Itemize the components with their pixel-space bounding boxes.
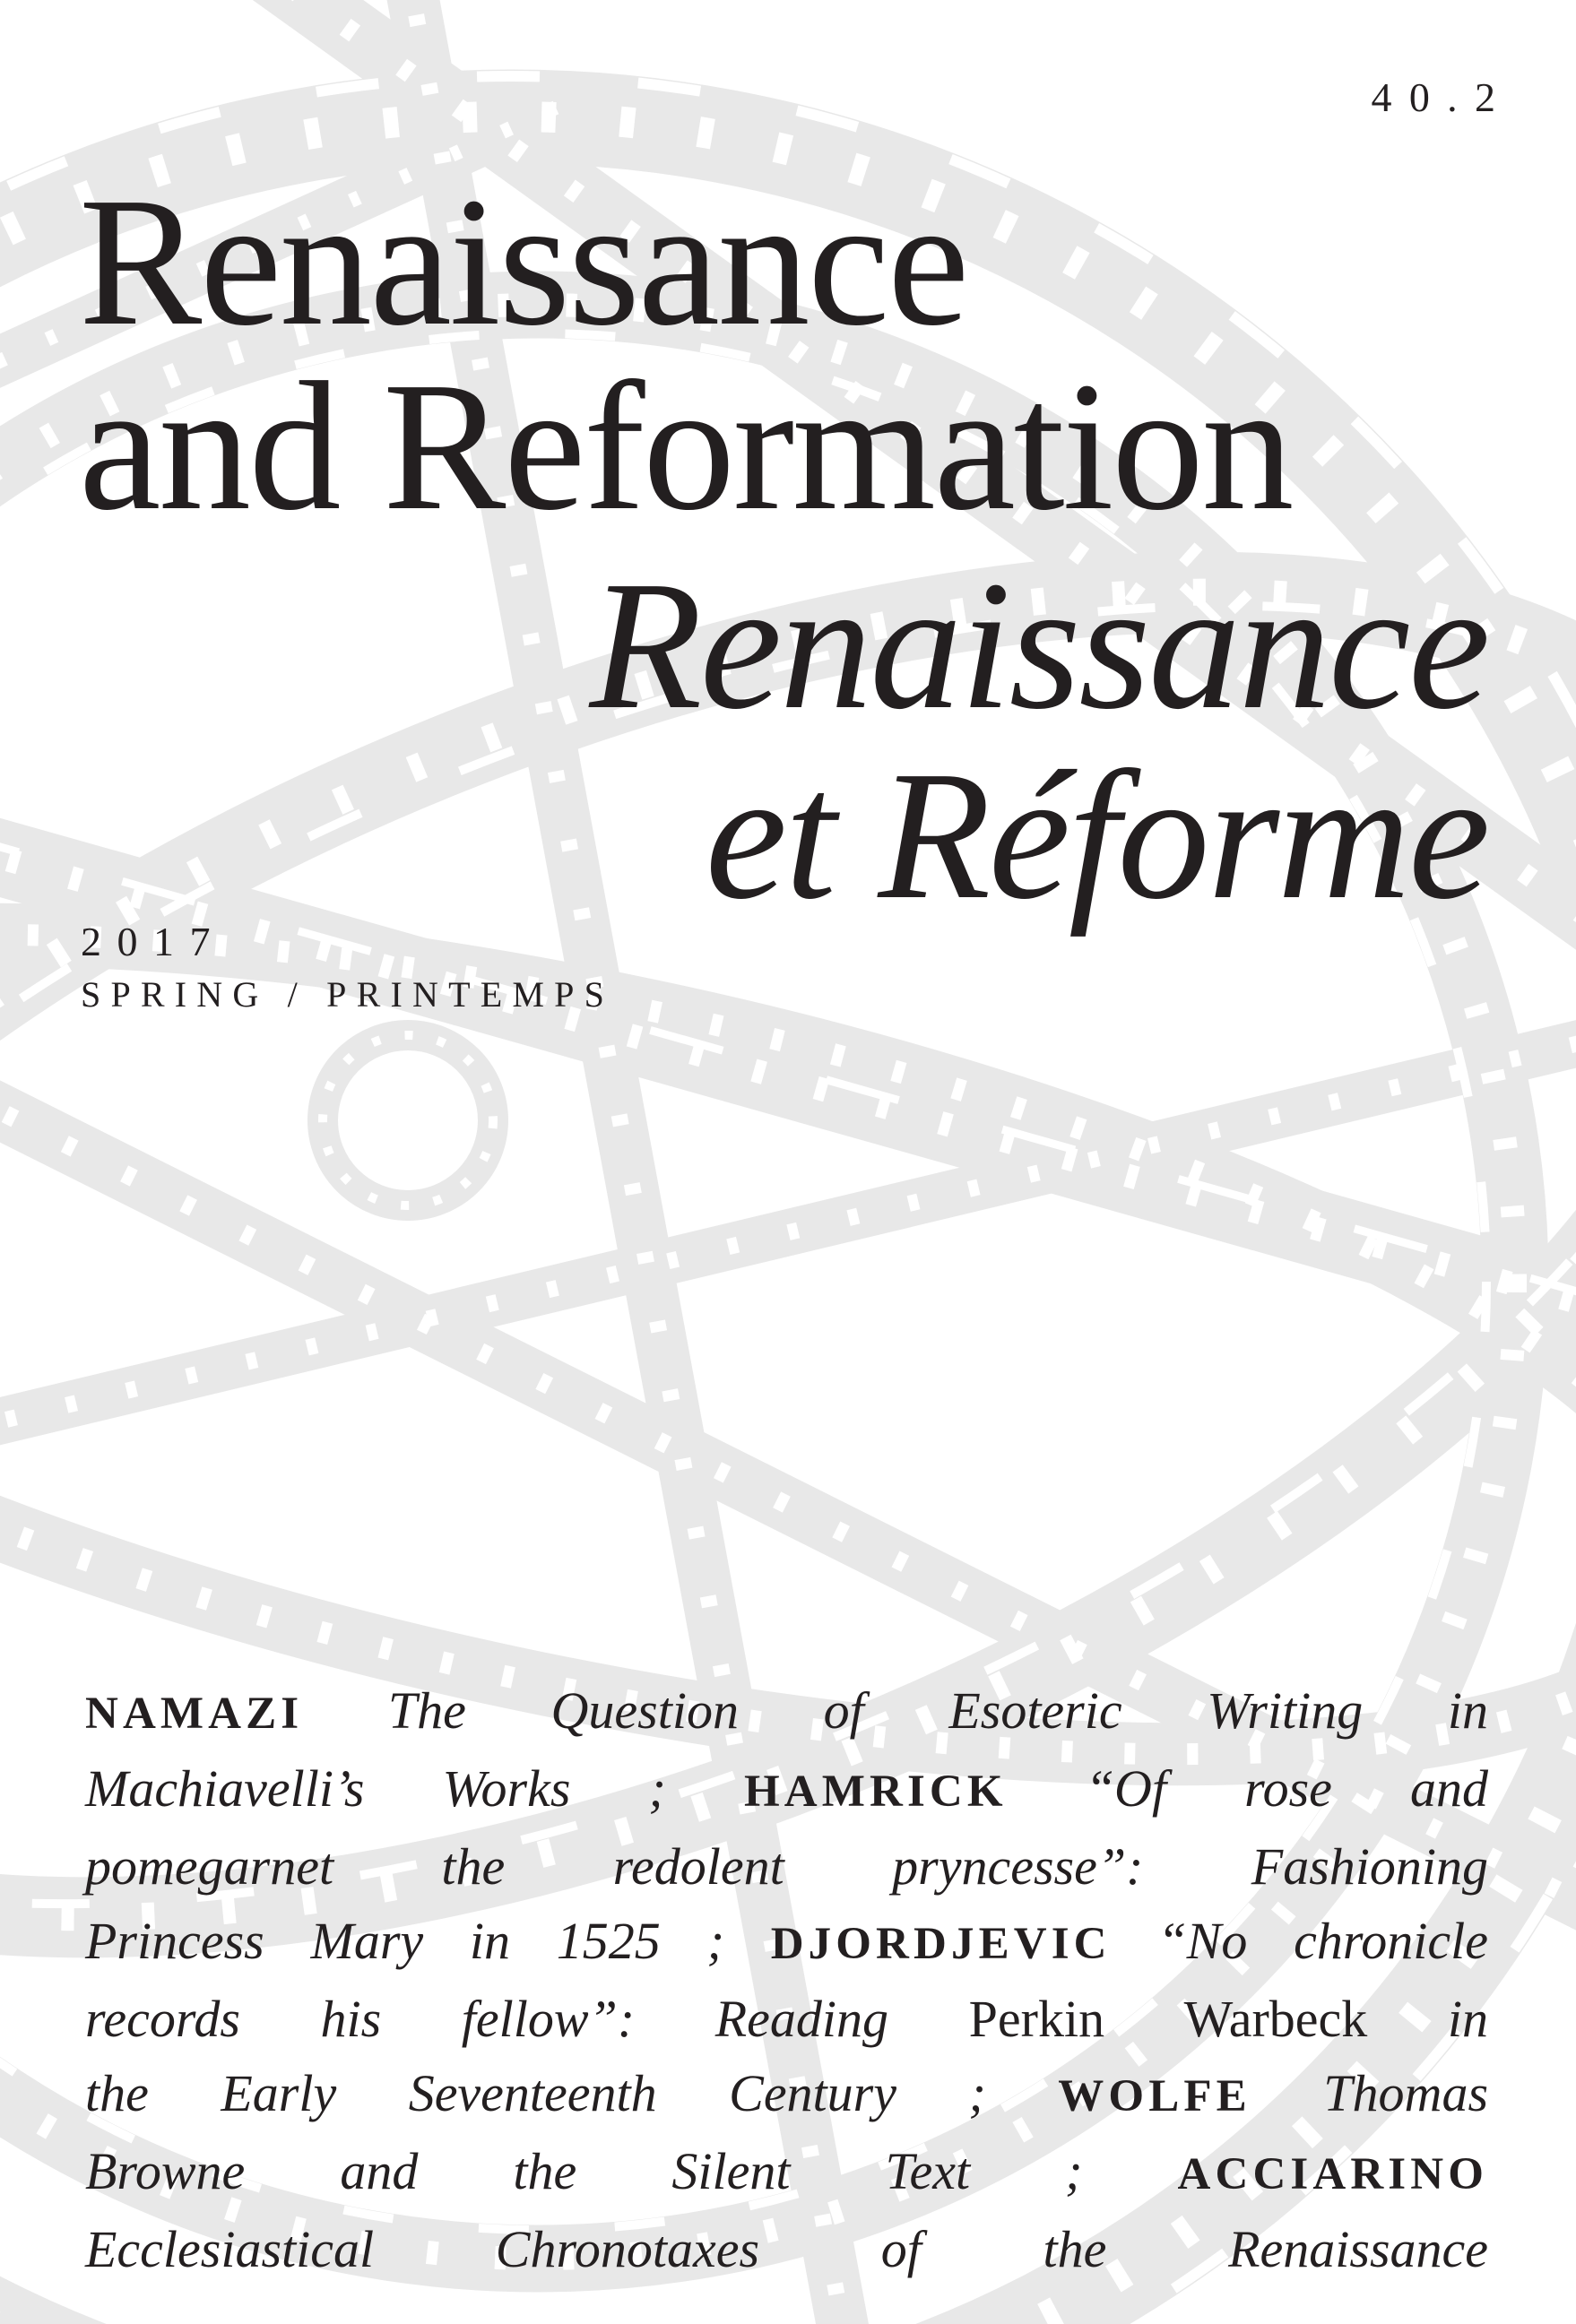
journal-title-english-line1: Renaissance: [79, 159, 967, 364]
article-title-fragment: in: [1447, 1990, 1489, 2048]
contents-line: [85, 1982, 1488, 2056]
author-name: WOLFE: [1058, 2071, 1251, 2121]
article-title-fragment: Ecclesiastical Chronotaxes of the Renaissance: [85, 2220, 1488, 2278]
article-title-fragment: pomegarnet the redolent pryncesse”: Fashioning: [85, 1837, 1488, 1896]
journal-title-french-line1: Renaissance: [589, 542, 1488, 747]
volume-issue-number: 40.2: [1371, 74, 1513, 120]
issue-date: [81, 918, 614, 1024]
contents-line: [85, 1829, 1488, 1904]
article-title-fragment: records his fellow”: Reading: [85, 1990, 889, 2048]
contents-line: [85, 1673, 1488, 1751]
article-title-fragment: Perkin Warbeck: [968, 1990, 1368, 2048]
author-name: NAMAZI: [85, 1689, 304, 1739]
contents-line: [85, 2056, 1488, 2134]
contents-list: [85, 1673, 1488, 2286]
article-title-fragment: “Of rose and: [1085, 1759, 1489, 1818]
author-name: HAMRICK: [743, 1767, 1008, 1817]
journal-title: [79, 159, 1488, 937]
author-name: DJORDJEVIC: [770, 1919, 1112, 1969]
contents-line: [85, 2134, 1488, 2212]
issue-year: 2017: [81, 919, 226, 964]
article-title-fragment: The Question of Esoteric Writing in: [387, 1681, 1489, 1740]
article-title-fragment: Browne and the Silent Text ;: [85, 2142, 1083, 2200]
issue-season: SPRING / PRINTEMPS: [81, 974, 615, 1015]
article-title-fragment: the Early Seventeenth Century ;: [85, 2064, 986, 2122]
contents-line: [85, 1904, 1488, 1982]
article-title-fragment: Thomas: [1323, 2064, 1489, 2122]
article-title-fragment: Princess Mary in 1525 ;: [85, 1912, 724, 1970]
article-title-fragment: Machiavelli’s Works ;: [85, 1759, 666, 1818]
journal-title-english-line2: and Reformation: [79, 343, 1293, 549]
contents-line: [85, 2212, 1488, 2286]
journal-title-french-line2: et Réforme: [705, 732, 1488, 937]
contents-line: [85, 1751, 1488, 1829]
author-name: ACCIARINO: [1177, 2149, 1488, 2199]
article-title-fragment: “No chronicle: [1157, 1912, 1489, 1970]
